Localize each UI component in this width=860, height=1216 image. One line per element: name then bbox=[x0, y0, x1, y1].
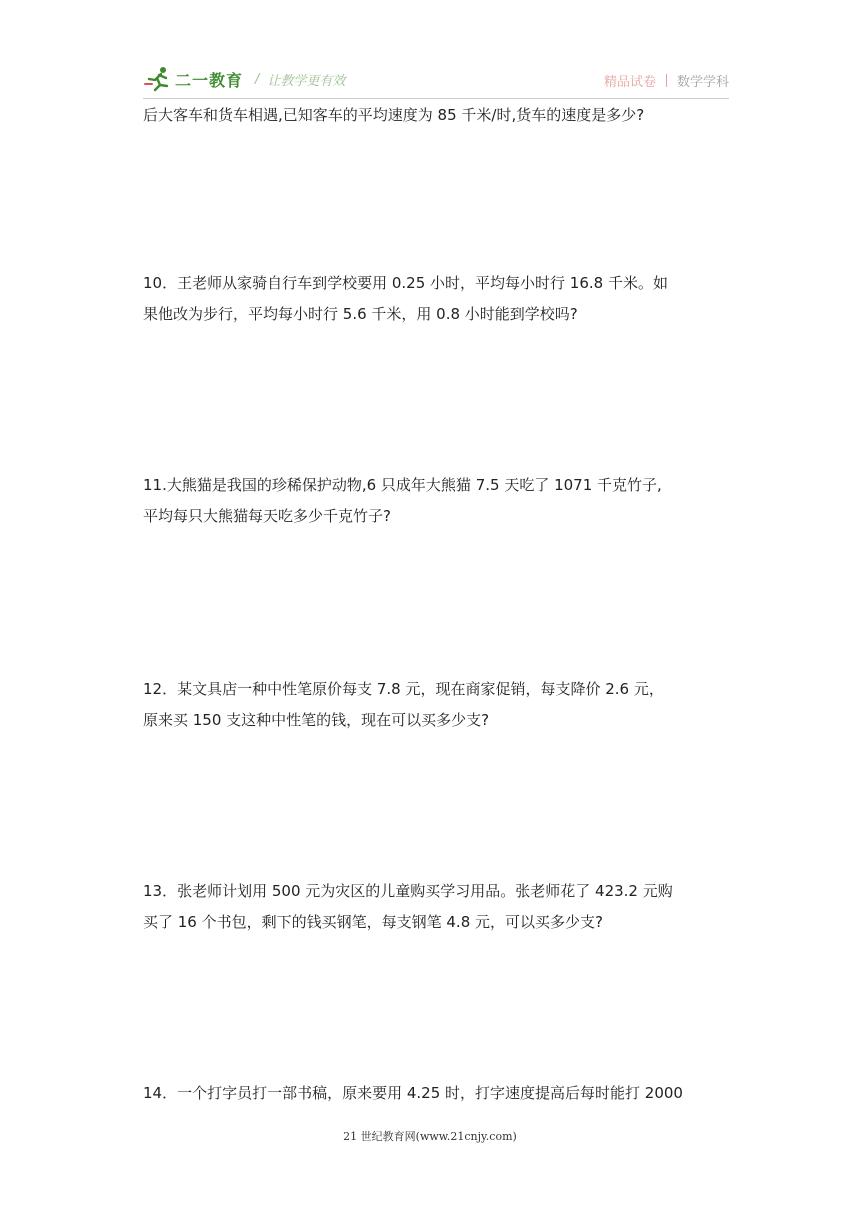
question-14 bbox=[143, 1078, 733, 1109]
page-footer: 21 世纪教育网(www.21cnjy.com) bbox=[343, 1130, 517, 1143]
brand-slogan: 让教学更有效 bbox=[267, 73, 346, 89]
question-line: 买了 16 个书包，剩下的钱买钢笔，每支钢笔 4.8 元，可以买多少支? bbox=[143, 913, 603, 931]
header-tag-divider bbox=[666, 74, 667, 87]
question-13 bbox=[143, 876, 733, 938]
question-12 bbox=[143, 674, 733, 736]
question-10 bbox=[143, 268, 733, 330]
question-11 bbox=[143, 470, 733, 532]
brand-logo bbox=[143, 66, 345, 92]
question-9-continued bbox=[143, 100, 733, 131]
brand-name: 二一教育 bbox=[175, 70, 244, 90]
brand-separator: / bbox=[255, 71, 260, 87]
question-line: 13．张老师计划用 500 元为灾区的儿童购买学习用品。张老师花了 423.2 元购 bbox=[143, 882, 673, 900]
header-tag-subject: 数学学科 bbox=[676, 75, 729, 90]
running-person-icon bbox=[143, 66, 173, 92]
header-tag-quality: 精品试卷 bbox=[603, 75, 656, 90]
question-line: 原来买 150 支这种中性笔的钱，现在可以买多少支? bbox=[143, 711, 490, 729]
question-line: 平均每只大熊猫每天吃多少千克竹子? bbox=[143, 507, 391, 525]
question-line: 12．某文具店一种中性笔原价每支 7.8 元，现在商家促销，每支降价 2.6 元， bbox=[143, 680, 664, 698]
header-tags bbox=[604, 71, 729, 90]
page-header bbox=[143, 64, 729, 99]
question-line: 后大客车和货车相遇,已知客车的平均速度为 85 千米/时,货车的速度是多少? bbox=[143, 106, 645, 124]
question-line: 10．王老师从家骑自行车到学校要用 0.25 小时，平均每小时行 16.8 千米。如 bbox=[143, 274, 668, 292]
question-line: 11.大熊猫是我国的珍稀保护动物,6 只成年大熊猫 7.5 天吃了 1071 千克竹子, bbox=[143, 476, 662, 494]
question-line: 14．一个打字员打一部书稿，原来要用 4.25 时，打字速度提高后每时能打 2000 bbox=[143, 1084, 683, 1102]
question-line: 果他改为步行，平均每小时行 5.6 千米，用 0.8 小时能到学校吗? bbox=[143, 305, 578, 323]
